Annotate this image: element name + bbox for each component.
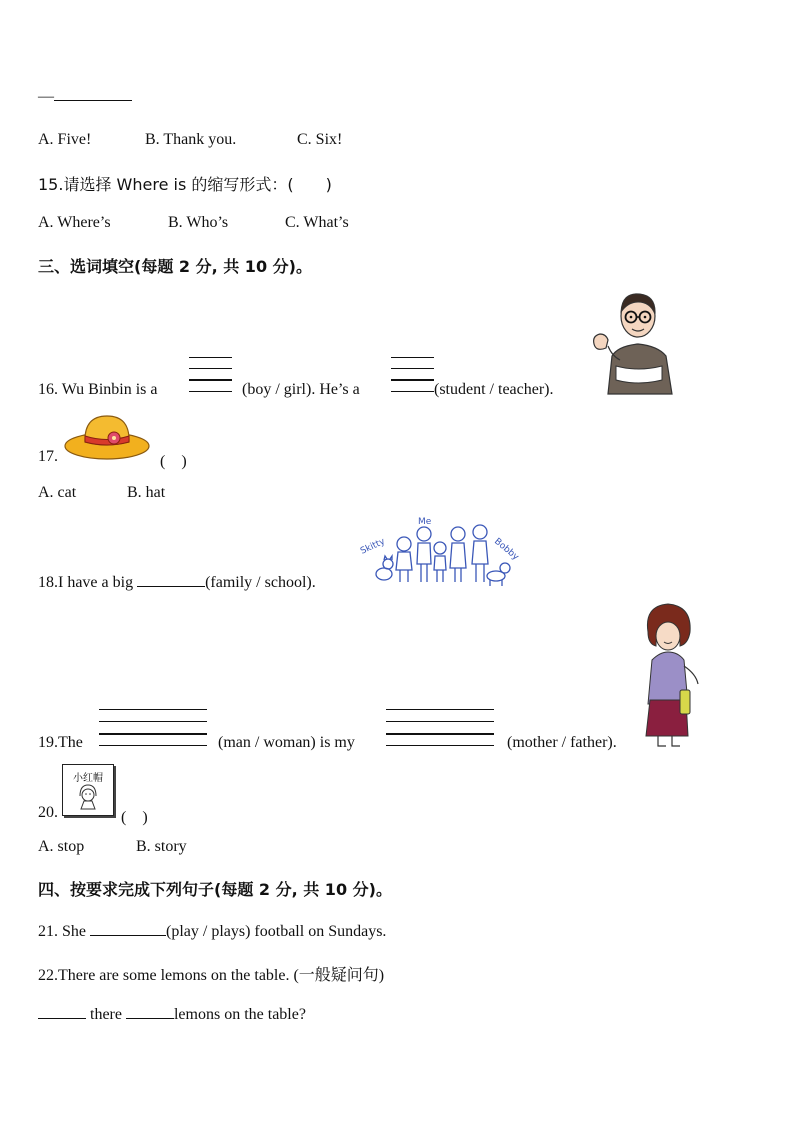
q16-part2: (boy / girl). He’s a — [242, 381, 360, 398]
q19-part3: (mother / father). — [507, 734, 617, 751]
teacher-picture — [588, 290, 678, 398]
q20-number: 20. — [38, 804, 58, 821]
q22-answer-line — [38, 1004, 306, 1024]
girl-face-icon — [77, 784, 99, 810]
q15-prompt: 15.请选择 Where is 的缩写形式：( ) — [38, 175, 332, 194]
storybook-picture — [62, 764, 114, 816]
q16-part1: 16. Wu Binbin is a — [38, 381, 158, 398]
q16-part3: (student / teacher). — [434, 381, 554, 398]
q17-option-b[interactable]: B. hat — [127, 484, 166, 501]
q18-blank[interactable] — [137, 572, 205, 587]
q16-writing-lines-1[interactable] — [189, 357, 232, 393]
q19-part2: (man / woman) is my — [218, 734, 355, 751]
q22-text-end: lemons on the table? — [173, 1006, 306, 1023]
section-3-title: 三、选词填空(每题 2 分, 共 10 分)。 — [38, 257, 312, 276]
q15-option-c[interactable]: C. What’s — [285, 214, 349, 231]
q20-option-a[interactable]: A. stop — [38, 838, 85, 855]
q19-part1: 19.The — [38, 734, 83, 751]
label-me: Me — [418, 517, 432, 527]
q18-text-before: 18.I have a big — [38, 574, 134, 591]
label-bobby: Bobby — [492, 536, 521, 563]
q14-blank[interactable] — [54, 86, 132, 101]
q22-prompt: 22.There are some lemons on the table. (一般疑问句) — [38, 967, 385, 984]
q15-option-b[interactable]: B. Who’s — [168, 214, 229, 231]
q17-number: 17. — [38, 448, 58, 465]
section-4-title: 四、按要求完成下列句子(每题 2 分, 共 10 分)。 — [38, 880, 392, 899]
q20-answer-paren[interactable]: ( ) — [121, 809, 148, 826]
q19-writing-lines-2[interactable] — [386, 709, 494, 747]
q16-writing-lines-2[interactable] — [391, 357, 434, 393]
q15-option-a[interactable]: A. Where’s — [38, 214, 111, 231]
q22-word-there: there — [90, 1006, 122, 1023]
q14-answer-line — [38, 86, 132, 106]
q20-option-b[interactable]: B. story — [136, 838, 187, 855]
q22-blank-2[interactable] — [126, 1004, 174, 1019]
q14-option-b[interactable]: B. Thank you. — [145, 131, 237, 148]
hat-picture — [62, 410, 152, 462]
q22-blank-1[interactable] — [38, 1004, 86, 1019]
q21-text-before: 21. She — [38, 923, 86, 940]
q21-sentence — [38, 921, 386, 941]
q21-blank[interactable] — [90, 921, 166, 936]
woman-picture — [640, 604, 706, 750]
q21-text-after: (play / plays) football on Sundays. — [166, 923, 387, 940]
family-picture — [360, 518, 526, 590]
q17-answer-paren[interactable]: ( ) — [160, 453, 187, 470]
q14-option-a[interactable]: A. Five! — [38, 131, 92, 148]
q18-sentence — [38, 572, 316, 592]
q14-option-c[interactable]: C. Six! — [297, 131, 343, 148]
label-skitty: Skitty — [359, 536, 387, 557]
storybook-title: 小红帽 — [73, 773, 103, 784]
q17-option-a[interactable]: A. cat — [38, 484, 77, 501]
q18-text-after: (family / school). — [205, 574, 316, 591]
q14-dash: — — [38, 88, 54, 105]
q19-writing-lines-1[interactable] — [99, 709, 207, 747]
